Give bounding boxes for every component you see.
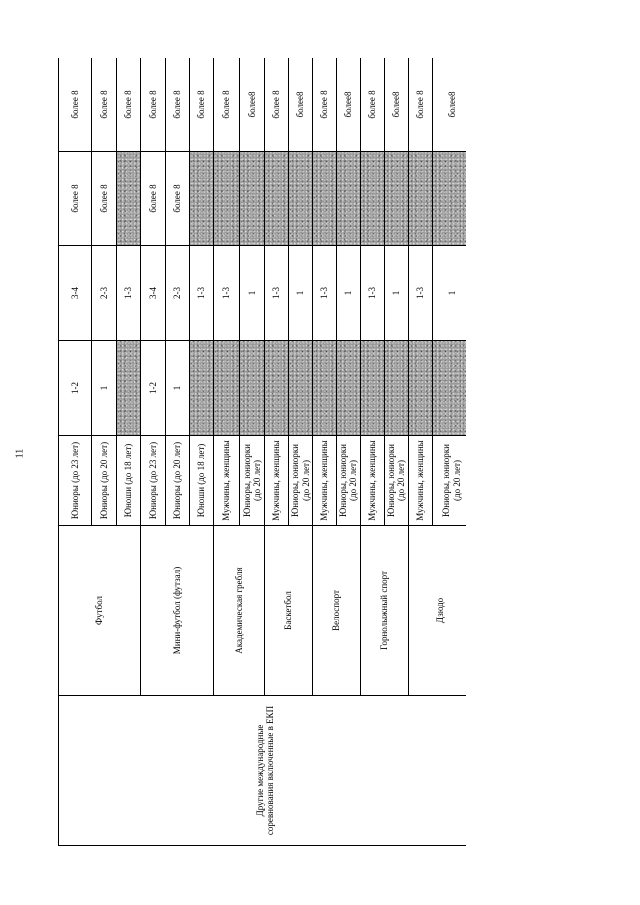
value-cell: более 8 <box>141 152 166 246</box>
shaded-cell <box>190 341 214 436</box>
category-cell: Мужчины, женщины <box>265 436 289 526</box>
category-cell: Юниоры, юниорки (до 20 лет) <box>337 436 361 526</box>
value-cell: более8 <box>337 58 361 152</box>
shaded-cell <box>337 152 361 246</box>
category-cell: Юниоры, юниорки (до 20 лет) <box>289 436 313 526</box>
shaded-cell <box>117 341 141 436</box>
table-rotator <box>58 58 466 846</box>
shaded-cell <box>360 341 384 436</box>
shaded-cell <box>313 341 337 436</box>
category-cell: Мужчины, женщины <box>408 436 432 526</box>
category-cell: Юноши (до 18 лет) <box>190 436 214 526</box>
value-cell: более 8 <box>117 58 141 152</box>
value-cell: 2-3 <box>92 246 117 341</box>
category-cell: Юниоры (до 20 лет) <box>166 436 190 526</box>
value-cell: более8 <box>432 58 466 152</box>
shaded-cell <box>214 152 240 246</box>
value-cell: 1-3 <box>408 246 432 341</box>
value-cell: 1-3 <box>117 246 141 341</box>
shaded-cell <box>360 152 384 246</box>
shaded-cell <box>313 152 337 246</box>
shaded-cell <box>265 152 289 246</box>
shaded-cell <box>190 152 214 246</box>
value-cell: 1 <box>240 246 265 341</box>
shaded-cell <box>214 341 240 436</box>
sport-cell-judo: Дзюдо <box>408 526 466 696</box>
category-cell: Юниоры, юниорки (до 20 лет) <box>240 436 265 526</box>
category-cell: Мужчины, женщины <box>313 436 337 526</box>
value-cell: более 8 <box>92 152 117 246</box>
value-cell: более 8 <box>59 152 92 246</box>
sport-cell-mini-football: Мини-футбол (футзал) <box>141 526 214 696</box>
shaded-cell <box>240 152 265 246</box>
value-cell: более 8 <box>214 58 240 152</box>
sport-cell-alpine-skiing: Горнолыжный спорт <box>360 526 408 696</box>
shaded-cell <box>240 341 265 436</box>
value-cell: более 8 <box>408 58 432 152</box>
value-cell: 1-3 <box>360 246 384 341</box>
table-row <box>59 58 92 846</box>
shaded-cell <box>432 152 466 246</box>
shaded-cell <box>384 152 408 246</box>
value-cell: 1 <box>337 246 361 341</box>
sport-cell-basketball: Баскетбол <box>265 526 313 696</box>
value-cell: 1 <box>384 246 408 341</box>
value-cell: более 8 <box>360 58 384 152</box>
shaded-cell <box>384 341 408 436</box>
shaded-cell <box>117 152 141 246</box>
shaded-cell <box>289 341 313 436</box>
value-cell: 1-2 <box>141 341 166 436</box>
value-cell: 1 <box>289 246 313 341</box>
category-cell: Юниоры, юниорки (до 20 лет) <box>432 436 466 526</box>
page-number: 11 <box>14 448 26 459</box>
value-cell: 1-3 <box>265 246 289 341</box>
value-cell: 1 <box>166 341 190 436</box>
shaded-cell <box>432 341 466 436</box>
value-cell: 1-3 <box>214 246 240 341</box>
category-cell: Юниоры, юниорки (до 20 лет) <box>384 436 408 526</box>
value-cell: 3-4 <box>141 246 166 341</box>
value-cell: более8 <box>289 58 313 152</box>
sport-cell-rowing: Академическая гребля <box>214 526 265 696</box>
value-cell: более 8 <box>265 58 289 152</box>
group-cell: Другие международные соревнования включенные в ЕКП <box>59 696 467 846</box>
shaded-cell <box>337 341 361 436</box>
category-cell: Мужчины, женщины <box>214 436 240 526</box>
category-cell: Юниоры (до 20 лет) <box>92 436 117 526</box>
value-cell: 1 <box>432 246 466 341</box>
competition-table <box>58 58 466 846</box>
value-cell: более 8 <box>166 58 190 152</box>
value-cell: более8 <box>240 58 265 152</box>
value-cell: более 8 <box>141 58 166 152</box>
category-cell: Юниоры (до 23 лет) <box>141 436 166 526</box>
value-cell: более 8 <box>59 58 92 152</box>
sport-cell-football: Футбол <box>59 526 141 696</box>
shaded-cell <box>265 341 289 436</box>
value-cell: более 8 <box>166 152 190 246</box>
value-cell: 1-3 <box>313 246 337 341</box>
category-cell: Мужчины, женщины <box>360 436 384 526</box>
shaded-cell <box>408 341 432 436</box>
value-cell: 3-4 <box>59 246 92 341</box>
value-cell: более8 <box>384 58 408 152</box>
value-cell: более 8 <box>313 58 337 152</box>
shaded-cell <box>408 152 432 246</box>
value-cell: 1-2 <box>59 341 92 436</box>
shaded-cell <box>289 152 313 246</box>
category-cell: Юноши (до 18 лет) <box>117 436 141 526</box>
value-cell: 2-3 <box>166 246 190 341</box>
sport-cell-cycling: Велоспорт <box>313 526 361 696</box>
category-cell: Юниоры (до 23 лет) <box>59 436 92 526</box>
value-cell: более 8 <box>92 58 117 152</box>
value-cell: 1-3 <box>190 246 214 341</box>
value-cell: 1 <box>92 341 117 436</box>
value-cell: более 8 <box>190 58 214 152</box>
